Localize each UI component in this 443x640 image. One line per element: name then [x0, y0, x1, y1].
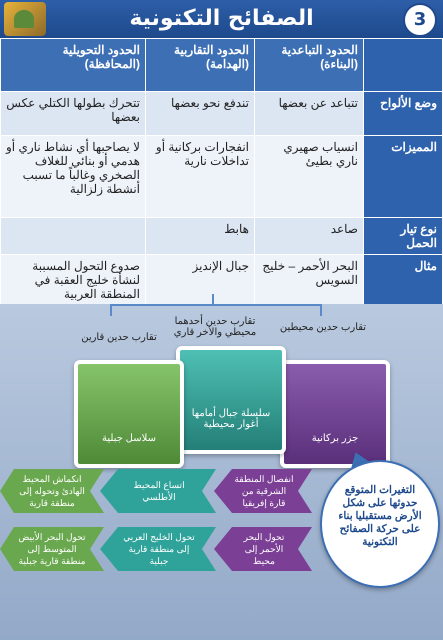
column-header-divergent: الحدود التباعدية (البناءة) — [255, 39, 364, 92]
row-header-plate-motion: وضع الألواح — [364, 92, 443, 136]
table-cell: البحر الأحمر – خليج السويس — [255, 255, 364, 311]
convergence-title-oceanic-continental: تقارب حدين أحدهما محيطي والأخر قاري — [173, 316, 257, 338]
callout-text: التغيرات المتوقع حدوثها على شكل الأرض مستقبليا بناء على حركة الصفائح التكتونية — [338, 484, 422, 548]
convergence-result-label: سلاسل جبلية — [102, 433, 156, 444]
change-atlantic-widening: اتساع المحيط الأطلسي — [133, 480, 185, 502]
convergence-title-continental-continental: تقارب حدين قارين — [81, 332, 157, 343]
table-cell: صاعد — [255, 218, 364, 255]
change-east-africa-split: انفصال المنطقة الشرقية من قارة إفريقيا — [234, 474, 294, 508]
table-cell: انسياب صهيري ناري بطيئ — [255, 136, 364, 218]
convergence-title-oceanic-oceanic: تقارب حدين محيطين — [279, 322, 367, 333]
table-cell: لا يصاحبها أي نشاط ناري أو هدمي أو بنائي للغلاف الصخري وغالباً ما تسبب أنشطة زلزالية — [1, 136, 146, 218]
row-header-convection-type: نوع تيار الحمل — [364, 218, 443, 255]
convergence-result-label: سلسلة جبال أمامها أغوار محيطية — [191, 408, 271, 430]
row-header-features: المميزات — [364, 136, 443, 218]
change-mediterranean: تحول البحر الأبيض المتوسط إلى منطقة قارية جبلية — [18, 532, 86, 566]
table-cell: جبال الإنديز — [146, 255, 255, 311]
table-cell: صدوع التحول المسببة لنشأة خليج العقبة في المنطقة العربية — [1, 255, 146, 311]
table-cell: انفجارات بركانية أو تداخلات نارية — [146, 136, 255, 218]
row-header-example: مثال — [364, 255, 443, 311]
convergence-result-label: جزر بركانية — [311, 433, 359, 444]
column-header-convergent: الحدود التقاربية (الهدامة) — [146, 39, 255, 92]
column-header-transform: الحدود التحويلية (المحافظة) — [1, 39, 146, 92]
change-arabian-gulf: تحول الخليج العربي إلى منطقة قارية جبلية — [123, 532, 195, 566]
table-cell: تندفع نحو بعضها — [146, 92, 255, 136]
table-cell: تتباعد عن بعضها — [255, 92, 364, 136]
page-title: الصفائح التكتونية — [129, 6, 314, 31]
future-changes-callout — [320, 460, 440, 588]
table-cell: تتحرك بطولها الكتلي عكس بعضها — [1, 92, 146, 136]
change-pacific-shrinking: انكماش المحيط الهادئ وتحوله إلى منطقة قارية — [19, 474, 85, 508]
change-red-sea-ocean: تحول البحر الأحمر إلى محيط — [243, 532, 285, 566]
page-number-badge: 3 — [403, 3, 437, 37]
table-cell: هابط — [146, 218, 255, 255]
